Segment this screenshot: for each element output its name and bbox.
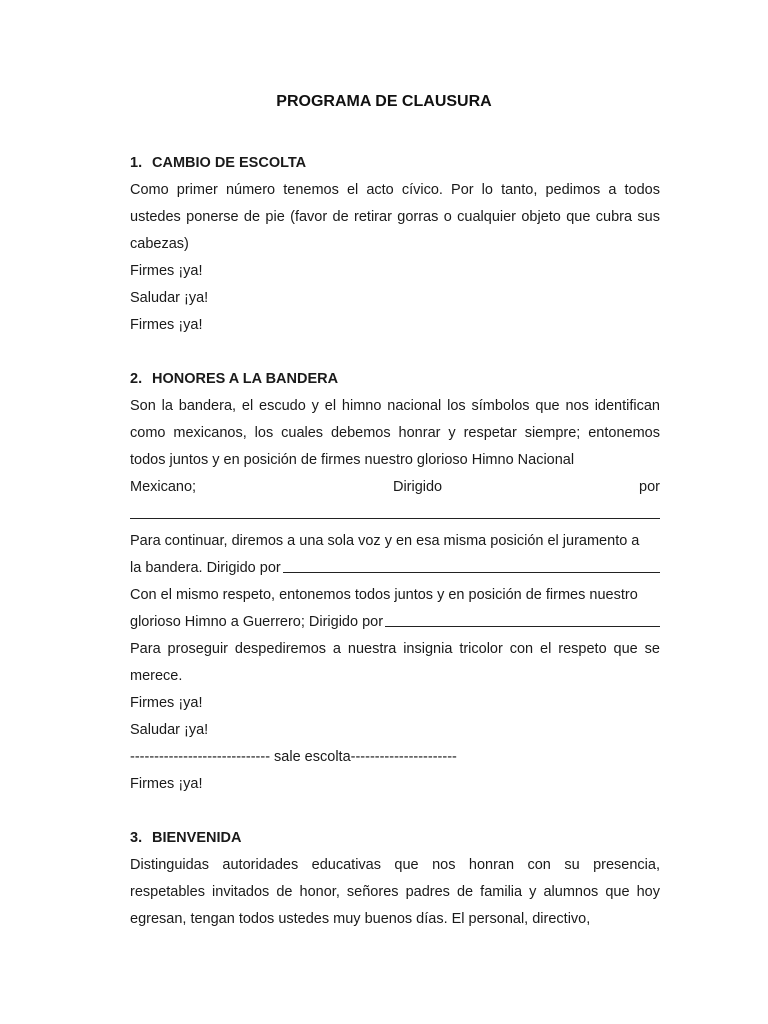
- section-number: 2.: [130, 371, 143, 387]
- blank-underline: [283, 555, 660, 573]
- section-heading: [130, 825, 660, 852]
- paragraph: Para proseguir despediremos a nuestra insignia tricolor con el respeto que se merece.: [130, 641, 660, 684]
- section-heading-text: CAMBIO DE ESCOLTA: [152, 155, 307, 171]
- word: Dirigido: [392, 479, 443, 495]
- fill-in-line: [130, 609, 660, 636]
- fill-label: glorioso Himno a Guerrero; Dirigido por: [130, 614, 384, 630]
- command-line: Firmes ¡ya!: [130, 776, 203, 792]
- separator-line: ----------------------------- sale escolta----------------------: [130, 749, 457, 765]
- blank-line: [130, 501, 660, 528]
- word: Mexicano;: [130, 479, 197, 495]
- section-number: 1.: [130, 155, 143, 171]
- section-heading: [130, 150, 660, 177]
- paragraph: Como primer número tenemos el acto cívico. Por lo tanto, pedimos a todos ustedes ponerse de pie (favor de retirar gorras o cualquier objeto que cubra sus cabezas): [130, 182, 660, 252]
- command-line: Firmes ¡ya!: [130, 695, 203, 711]
- fill-in-line: [130, 555, 660, 582]
- paragraph: Son la bandera, el escudo y el himno nacional los símbolos que nos identifican como mexicanos, los cuales debemos honrar y respetar siempre; entonemos todos juntos y en posición de firmes nuestro glorioso Himno Nacional: [130, 398, 660, 468]
- command-line: Saludar ¡ya!: [130, 290, 209, 306]
- command-line: Firmes ¡ya!: [130, 263, 203, 279]
- paragraph-line: Con el mismo respeto, entonemos todos juntos y en posición de firmes nuestro: [130, 587, 638, 603]
- section-heading: [130, 366, 660, 393]
- fill-label: la bandera. Dirigido por: [130, 560, 281, 576]
- word: por: [639, 479, 660, 495]
- paragraph-line: Para continuar, diremos a una sola voz y en esa misma posición el juramento a: [130, 533, 640, 549]
- document-body: [130, 150, 660, 933]
- justified-line: [130, 474, 660, 501]
- blank-underline: [385, 609, 660, 627]
- section-honores-a-la-bandera: [130, 366, 660, 798]
- command-line: Firmes ¡ya!: [130, 317, 203, 333]
- page-title: PROGRAMA DE CLAUSURA: [276, 93, 492, 110]
- underline-rule: [130, 518, 660, 519]
- section-bienvenida: [130, 825, 660, 933]
- section-heading-text: BIENVENIDA: [152, 830, 242, 846]
- section-number: 3.: [130, 830, 143, 846]
- section-cambio-de-escolta: [130, 150, 660, 339]
- command-line: Saludar ¡ya!: [130, 722, 209, 738]
- paragraph: Distinguidas autoridades educativas que nos honran con su presencia, respetables invitados de honor, señores padres de familia y alumnos que hoy egresan, tengan todos ustedes muy buenos días. El personal, directivo,: [130, 857, 660, 927]
- section-heading-text: HONORES A LA BANDERA: [152, 371, 339, 387]
